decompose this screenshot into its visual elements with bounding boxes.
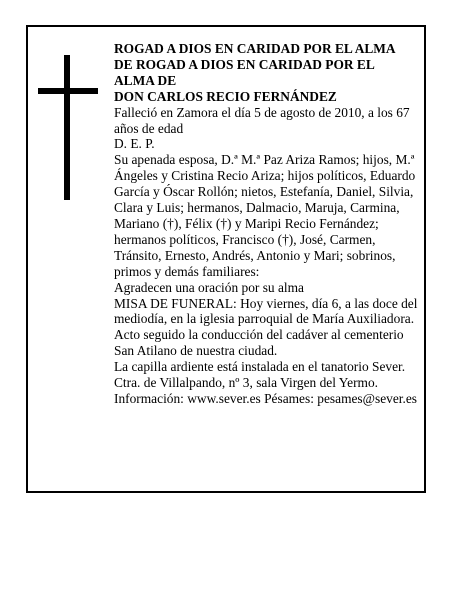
obituary-text [114,41,420,407]
obituary-notice [26,25,426,493]
funeral-mass: MISA DE FUNERAL: Hoy viernes, día 6, a las doce del mediodía, en la iglesia parroquial de María Auxiliadora. Acto seguido la conducción del cadáver al cementerio San Atilano de nuestra ciudad. [114,295,418,359]
deceased-name: DON CARLOS RECIO FERNÁNDEZ [114,88,337,104]
death-notice: Falleció en Zamora el día 5 de agosto de 2010, a los 67 años de edad [114,104,410,136]
heading-line-2: DE ROGAD A DIOS EN CARIDAD POR EL [114,56,375,72]
cross-horizontal-bar [38,88,98,94]
heading-line-1: ROGAD A DIOS EN CARIDAD POR EL ALMA [114,41,396,56]
family-list: Su apenada esposa, D.ª M.ª Paz Ariza Ramos; hijos, M.ª Ángeles y Cristina Recio Ariza; hijos políticos, Eduardo García y Óscar Rollón; nietos, Estefanía, Daniel, Silvia, Clara y Luis; hermanos, Dalmacio, Maruja, Carmina, Mariano (†), Félix (†) y Maripi Recio Fernández; hermanos políticos, Francisco (†), José, Carmen, Tránsito, Ernesto, Andrés, Antonio y Mari; sobrinos, primos y demás familiares: [114,152,416,279]
obituary-heading [114,41,420,105]
cross-vertical-bar [64,55,70,200]
chapel-location: La capilla ardiente está instalada en el tanatorio Sever. Ctra. de Villalpando, nº 3, sala Virgen del Yermo. [114,359,406,391]
rip-text: D. E. P. [114,136,155,152]
prayer-request: Agradecen una oración por su alma [114,279,304,295]
contact-info: Información: www.sever.es Pésames: pesames@sever.es [114,390,417,406]
cross-icon [38,55,98,200]
heading-line-3: ALMA DE [114,72,177,88]
